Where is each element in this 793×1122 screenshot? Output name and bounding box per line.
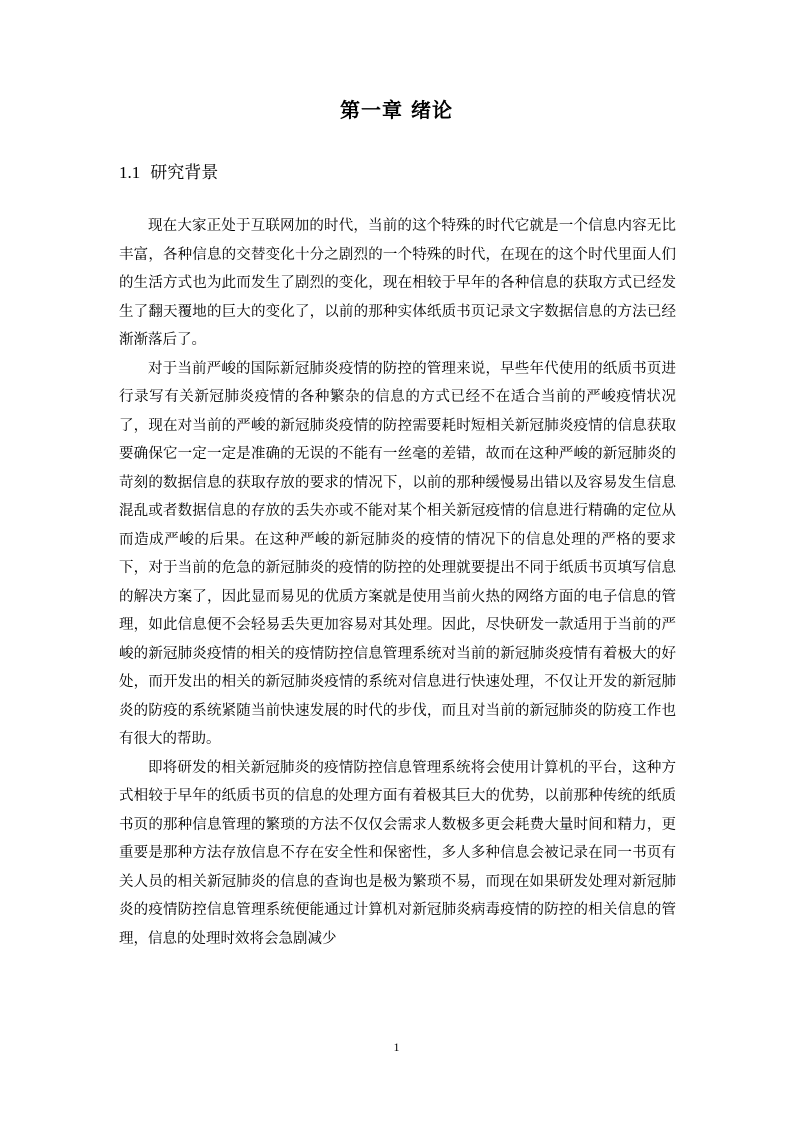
body-text xyxy=(119,212,676,953)
paragraph: 现在大家正处于互联网加的时代，当前的这个特殊的时代它就是一个信息内容无比丰富，各种信息的交替变化十分之剧烈的一个特殊的时代，在现在的这个时代里面人们的生活方式也为此而发生了剧烈的变化，现在相较于早年的各种信息的获取方式已经发生了翻天覆地的巨大的变化了，以前的那种实体纸质书页记录文字数据信息的方法已经渐渐落后了。 xyxy=(119,218,676,348)
paragraph: 即将研发的相关新冠肺炎的疫情防控信息管理系统将会使用计算机的平台，这种方式相较于早年的纸质书页的信息的处理方面有着极其巨大的优势，以前那种传统的纸质书页的那种信息管理的繁琐的方法不仅仅会需求人数极多更会耗费大量时间和精力，更重要是那种方法存放信息不存在安全性和保密性，多人多种信息会被记录在同一书页有关人员的相关新冠肺炎的信息的查询也是极为繁琐不易，而现在如果研发处理对新冠肺炎的疫情防控信息管理系统便能通过计算机对新冠肺炎病毒疫情的防控的相关信息的管理，信息的处理时效将会急剧减少 xyxy=(119,759,676,947)
chapter-title: 第一章 绪论 xyxy=(340,98,453,122)
section-heading xyxy=(119,158,218,183)
section-title: 研究背景 xyxy=(150,163,219,183)
section-number: 1.1 xyxy=(119,163,141,182)
page-number: 1 xyxy=(393,1040,400,1054)
paragraph: 对于当前严峻的国际新冠肺炎疫情的防控的管理来说，早些年代使用的纸质书页进行录写有关新冠肺炎疫情的各种繁杂的信息的方式已经不在适合当前的严峻疫情状况了，现在对当前的严峻的新冠肺炎疫情的防控需要耗时短相关新冠肺炎疫情的信息获取要确保它一定一定是准确的无误的不能有一丝毫的差错，故而在这种严峻的新冠肺炎的苛刻的数据信息的获取存放的要求的情况下，以前的那种缓慢易出错以及容易发生信息混乱或者数据信息的存放的丢失亦或不能对某个相关新冠疫情的信息进行精确的定位从而造成严峻的后果。在这种严峻的新冠肺炎的疫情的情况下的信息处理的严格的要求下，对于当前的危急的新冠肺炎的疫情的防控的处理就要提出不同于纸质书页填写信息的解决方案了，因此显而易见的优质方案就是使用当前火热的网络方面的电子信息的管理，如此信息便不会轻易丢失更加容易对其处理。因此，尽快研发一款适用于当前的严峻的新冠肺炎疫情的相关的疫情防控信息管理系统对当前的新冠肺炎疫情有着极大的好处，而开发出的相关的新冠肺炎疫情的系统对信息进行快速处理，不仅让开发的新冠肺炎的防疫的系统紧随当前快速发展的时代的步伐，而且对当前的新冠肺炎的防疫工作也有很大的帮助。 xyxy=(119,360,676,747)
